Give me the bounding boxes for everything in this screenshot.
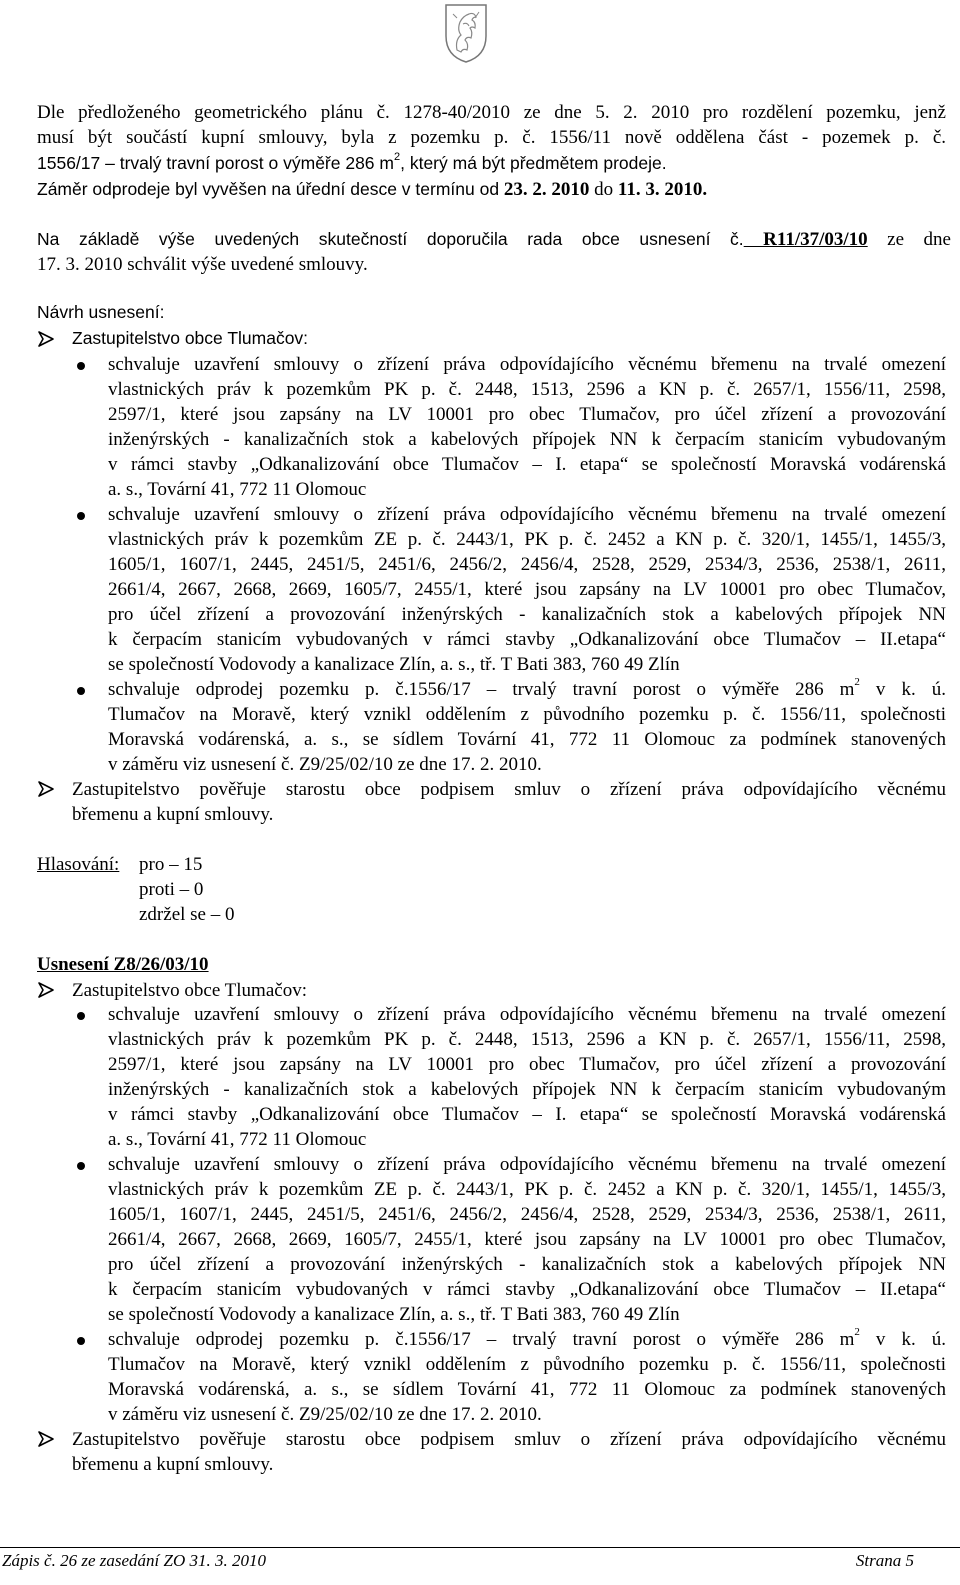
poveruje-line-1: Zastupitelstvo pověřuje starostu obce podpisem smluv o zřízení práva odpovídajícího věcnému	[72, 779, 946, 800]
arrow-bullet-icon	[37, 981, 55, 999]
footer-divider	[0, 1547, 960, 1548]
s1-b1-line-2: vlastnických práv k pozemkům PK p. č. 2448, 1513, 2596 a KN p. č. 2657/1, 1556/11, 2598,	[108, 379, 946, 400]
intro-line-2: musí být součástí kupní smlouvy, byla z pozemku p. č. 1556/11 nově oddělena část - pozemek p. č.	[37, 127, 946, 148]
s1-b2-line-1: schvaluje uzavření smlouvy o zřízení práva odpovídajícího věcnému břemenu na trvalé omezení	[108, 504, 946, 525]
poveruje-line-2: břemenu a kupní smlouvy.	[72, 804, 274, 825]
bullet-icon	[77, 687, 85, 695]
bullet-icon	[77, 512, 85, 520]
s1-b1-line-5: v rámci stavby „Odkanalizování obce Tlumačov – I. etapa“ se společností Moravská vodárenská	[108, 454, 946, 475]
s1-b1-line-3: 2597/1, které jsou zapsány na LV 10001 pro obec Tlumačov, pro účel zřízení a provozování	[108, 404, 946, 425]
s1-b2-line-5: pro účel zřízení a provozování inženýrských - kanalizačních stok a kabelových přípojek NN	[108, 604, 946, 625]
s2-b1-line-2: vlastnických práv k pozemkům PK p. č. 2448, 1513, 2596 a KN p. č. 2657/1, 1556/11, 2598,	[108, 1029, 946, 1050]
footer-left: Zápis č. 26 ze zasedání ZO 31. 3. 2010	[2, 1551, 266, 1570]
intro-line-4: Záměr odprodeje byl vyvěšen na úřední desce v termínu od 23. 2. 2010 do 11. 3. 2010.	[37, 179, 708, 200]
s2-b2-line-6: k čerpacím stanicím vybudovaných v rámci stavby „Odkanalizování obce Tlumačov – II.etapa“	[108, 1279, 946, 1300]
s2-b3-line-1: schvaluje odprodej pozemku p. č.1556/17 – trvalý travní porost o výměře 286 $m^2$ v k. ú.	[108, 1326, 946, 1350]
s2-b2-line-5: pro účel zřízení a provozování inženýrských - kanalizačních stok a kabelových přípojek NN	[108, 1254, 946, 1275]
s2-b2-line-7: se společností Vodovody a kanalizace Zlín, a. s., tř. T Bati 383, 760 49 Zlín	[108, 1304, 680, 1325]
s2-b2-line-4: 2661/4, 2667, 2668, 2669, 1605/7, 2455/1, které jsou zapsány na LV 10001 pro obec Tlumačov,	[108, 1229, 946, 1250]
vote-zdrzel: zdržel se – 0	[139, 904, 235, 925]
vote-proti: proti – 0	[139, 879, 204, 900]
s1-b3-line-2: Tlumačov na Moravě, který vznikl oddělením z původního pozemku p. č. 1556/11, společnosti	[108, 704, 946, 725]
resolution-title: Usnesení Z8/26/03/10	[37, 954, 209, 975]
municipal-crest-logo	[443, 2, 489, 64]
poveruje-line-2b: břemenu a kupní smlouvy.	[72, 1454, 274, 1475]
bullet-icon	[77, 1162, 85, 1170]
s2-b1-line-1: schvaluje uzavření smlouvy o zřízení práva odpovídajícího věcnému břemenu na trvalé omezení	[108, 1004, 946, 1025]
footer-page-number: Strana 5	[855, 1551, 914, 1570]
s2-b1-line-3: 2597/1, které jsou zapsány na LV 10001 pro obec Tlumačov, pro účel zřízení a provozování	[108, 1054, 946, 1075]
s1-b2-line-7: se společností Vodovody a kanalizace Zlín, a. s., tř. T Bati 383, 760 49 Zlín	[108, 654, 680, 675]
s2-b1-line-6: a. s., Tovární 41, 772 11 Olomouc	[108, 1129, 367, 1150]
vote-pro: pro – 15	[139, 854, 203, 875]
poveruje-line-1b: Zastupitelstvo pověřuje starostu obce podpisem smluv o zřízení práva odpovídajícího věcnému	[72, 1429, 946, 1450]
intro-line-6: 17. 3. 2010 schválit výše uvedené smlouvy.	[37, 254, 368, 275]
bullet-icon	[77, 362, 85, 370]
s2-b2-line-2: vlastnických práv k pozemkům ZE p. č. 2443/1, PK p. č. 2452 a KN p. č. 320/1, 1455/1, 1455/3,	[108, 1179, 946, 1200]
s2-b3-line-2: Tlumačov na Moravě, který vznikl oddělením z původního pozemku p. č. 1556/11, společnosti	[108, 1354, 946, 1375]
zastupitelstvo-heading-2: Zastupitelstvo obce Tlumačov:	[72, 980, 307, 1001]
s1-b2-line-6: k čerpacím stanicím vybudovaných v rámci stavby „Odkanalizování obce Tlumačov – II.etapa“	[108, 629, 946, 650]
s1-b1-line-4: inženýrských - kanalizačních stok a kabelových přípojek NN k čerpacím stanicím vybudovaným	[108, 429, 946, 450]
intro-line-1: Dle předloženého geometrického plánu č. 1278-40/2010 ze dne 5. 2. 2010 pro rozdělení pozemku, jenž	[37, 102, 946, 123]
s1-b1-line-6: a. s., Tovární 41, 772 11 Olomouc	[108, 479, 367, 500]
intro-line-3: 1556/17 – trvalý travní porost o výměře 286 $m^2$, který má být předmětem prodeje.	[37, 151, 667, 173]
arrow-bullet-icon	[37, 780, 55, 798]
s2-b1-line-5: v rámci stavby „Odkanalizování obce Tlumačov – I. etapa“ se společností Moravská vodárenská	[108, 1104, 946, 1125]
s1-b3-line-1: schvaluje odprodej pozemku p. č.1556/17 – trvalý travní porost o výměře 286 $m^2$ v k. ú.	[108, 676, 946, 700]
s2-b2-line-3: 1605/1, 1607/1, 2445, 2451/5, 2451/6, 2456/2, 2456/4, 2528, 2529, 2534/3, 2536, 2538/1, 2611,	[108, 1204, 946, 1225]
arrow-bullet-icon	[37, 330, 55, 348]
navrh-label: Návrh usnesení:	[37, 302, 165, 322]
vote-label: Hlasování:	[37, 854, 120, 875]
bullet-icon	[77, 1337, 85, 1345]
s1-b2-line-2: vlastnických práv k pozemkům ZE p. č. 2443/1, PK p. č. 2452 a KN p. č. 320/1, 1455/1, 1455/3,	[108, 529, 946, 550]
s2-b1-line-4: inženýrských - kanalizačních stok a kabelových přípojek NN k čerpacím stanicím vybudovaným	[108, 1079, 946, 1100]
s1-b1-line-1: schvaluje uzavření smlouvy o zřízení práva odpovídajícího věcnému břemenu na trvalé omezení	[108, 354, 946, 375]
s1-b2-line-4: 2661/4, 2667, 2668, 2669, 1605/7, 2455/1, které jsou zapsány na LV 10001 pro obec Tlumačov,	[108, 579, 946, 600]
zastupitelstvo-heading: Zastupitelstvo obce Tlumačov:	[72, 328, 309, 348]
s1-b3-line-4: v záměru viz usnesení č. Z9/25/02/10 ze dne 17. 2. 2010.	[108, 754, 542, 775]
intro-line-5: Na základě výše uvedených skutečností doporučila rada obce usnesení č. R11/37/03/10 ze dne	[37, 229, 951, 250]
s2-b2-line-1: schvaluje uzavření smlouvy o zřízení práva odpovídajícího věcnému břemenu na trvalé omezení	[108, 1154, 946, 1175]
s2-b3-line-3: Moravská vodárenská, a. s., se sídlem Tovární 41, 772 11 Olomouc za podmínek stanovených	[108, 1379, 946, 1400]
bullet-icon	[77, 1012, 85, 1020]
arrow-bullet-icon	[37, 1430, 55, 1448]
s1-b3-line-3: Moravská vodárenská, a. s., se sídlem Tovární 41, 772 11 Olomouc za podmínek stanovených	[108, 729, 946, 750]
s2-b3-line-4: v záměru viz usnesení č. Z9/25/02/10 ze dne 17. 2. 2010.	[108, 1404, 542, 1425]
s1-b2-line-3: 1605/1, 1607/1, 2445, 2451/5, 2451/6, 2456/2, 2456/4, 2528, 2529, 2534/3, 2536, 2538/1, 2611,	[108, 554, 946, 575]
